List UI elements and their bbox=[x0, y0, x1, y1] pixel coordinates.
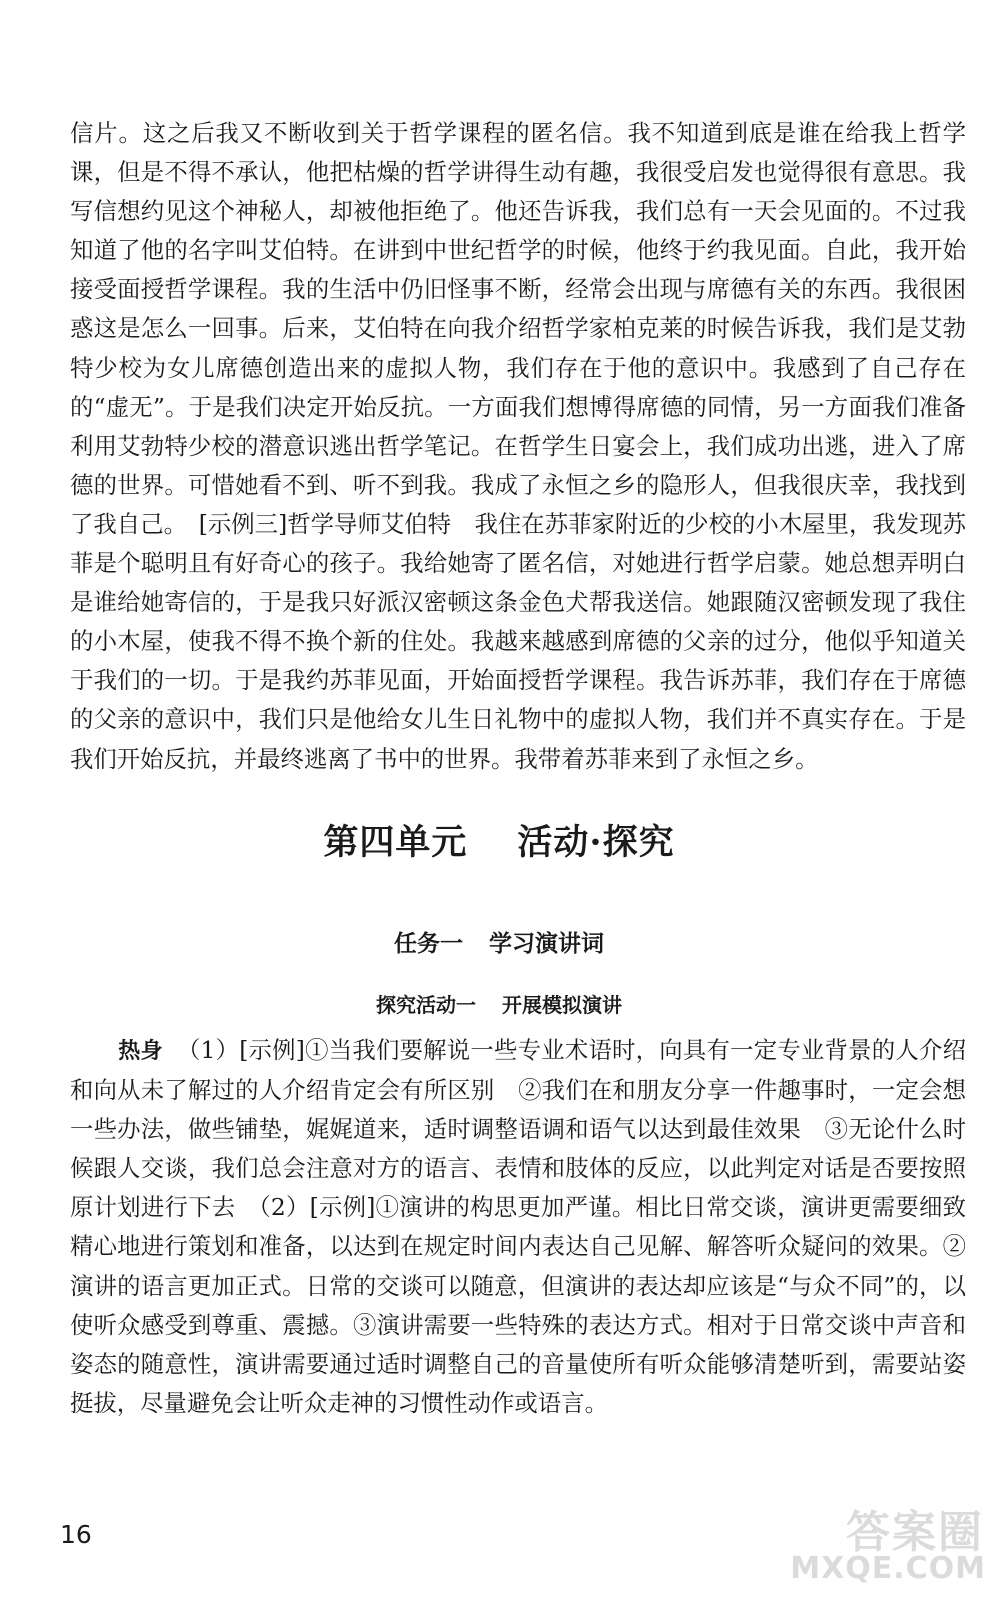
warmup-text: （1）[示例]①当我们要解说一些专业术语时，向具有一定专业背景的人介绍和向从未了解过的人介绍肯定会有所区别 ②我们在和朋友分享一件趣事时，一定会想一些办法，做些铺垫，娓娓道来，适时调整语调和语气以达到最佳效果 ③无论什么时候跟人交谈，我们总会注意对方的语言、表情和肢体的反应，以此判定对话是否要按照原计划进行下去 （2）[示例]①演讲的构思更加严谨。相比日常交谈，演讲更需要细致精心地进行策划和准备，以达到在规定时间内表达自己见解、解答听众疑问的效果。②演讲的语言更加正式。日常的交谈可以随意，但演讲的表达却应该是“与众不同”的，以使听众感受到尊重、震撼。③演讲需要一些特殊的表达方式。相对于日常交谈中声音和姿态的随意性，演讲需要通过适时调整自己的音量使所有听众能够清楚听到，需要站姿挺拔，尽量避免会让听众走神的习惯性动作或语言。 bbox=[70, 1036, 966, 1417]
watermark-logo bbox=[780, 1496, 990, 1586]
unit-title-number: 第四单元 bbox=[323, 822, 468, 863]
task-title-name: 学习演讲词 bbox=[489, 931, 604, 957]
watermark-text-bottom: MXQE.COM bbox=[790, 1551, 986, 1586]
task-title-number: 任务一 bbox=[394, 931, 463, 957]
unit-title-name: 活动·探究 bbox=[517, 822, 675, 863]
page-number: 16 bbox=[60, 1520, 92, 1549]
warmup-paragraph bbox=[70, 1031, 966, 1423]
activity-title-name: 开展模拟演讲 bbox=[502, 993, 622, 1017]
unit-title bbox=[0, 815, 998, 865]
body-paragraph-continued: 信片。这之后我又不断收到关于哲学课程的匿名信。我不知道到底是谁在给我上哲学课，但是不得不承认，他把枯燥的哲学讲得生动有趣，我很受启发也觉得很有意思。我写信想约见这个神秘人，却被他拒绝了。他还告诉我，我们总有一天会见面的。不过我知道了他的名字叫艾伯特。在讲到中世纪哲学的时候，他终于约我见面。自此，我开始接受面授哲学课程。我的生活中仍旧怪事不断，经常会出现与席德有关的东西。我很困惑这是怎么一回事。后来，艾伯特在向我介绍哲学家柏克莱的时候告诉我，我们是艾勃特少校为女儿席德创造出来的虚拟人物，我们存在于他的意识中。我感到了自己存在的“虚无”。于是我们决定开始反抗。一方面我们想博得席德的同情，另一方面我们准备利用艾勃特少校的潜意识逃出哲学笔记。在哲学生日宴会上，我们成功出逃，进入了席德的世界。可惜她看不到、听不到我。我成了永恒之乡的隐形人，但我很庆幸，我找到了我自己。 [示例三]哲学导师艾伯特 我住在苏菲家附近的少校的小木屋里，我发现苏菲是个聪明且有好奇心的孩子。我给她寄了匿名信，对她进行哲学启蒙。她总想弄明白是谁给她寄信的，于是我只好派汉密顿这条金色犬帮我送信。她跟随汉密顿发现了我住的小木屋，使我不得不换个新的住处。我越来越感到席德的父亲的过分，他似乎知道关于我们的一切。于是我约苏菲见面，开始面授哲学课程。我告诉苏菲，我们存在于席德的父亲的意识中，我们只是他给女儿生日礼物中的虚拟人物，我们并不真实存在。于是我们开始反抗，并最终逃离了书中的世界。我带着苏菲来到了永恒之乡。 bbox=[70, 119, 966, 773]
activity-title-number: 探究活动一 bbox=[376, 993, 476, 1017]
watermark-text-top: 答案圈 bbox=[846, 1507, 984, 1558]
warmup-label: 热身 bbox=[118, 1039, 163, 1064]
task-title bbox=[0, 925, 998, 958]
activity-title bbox=[0, 989, 998, 1018]
